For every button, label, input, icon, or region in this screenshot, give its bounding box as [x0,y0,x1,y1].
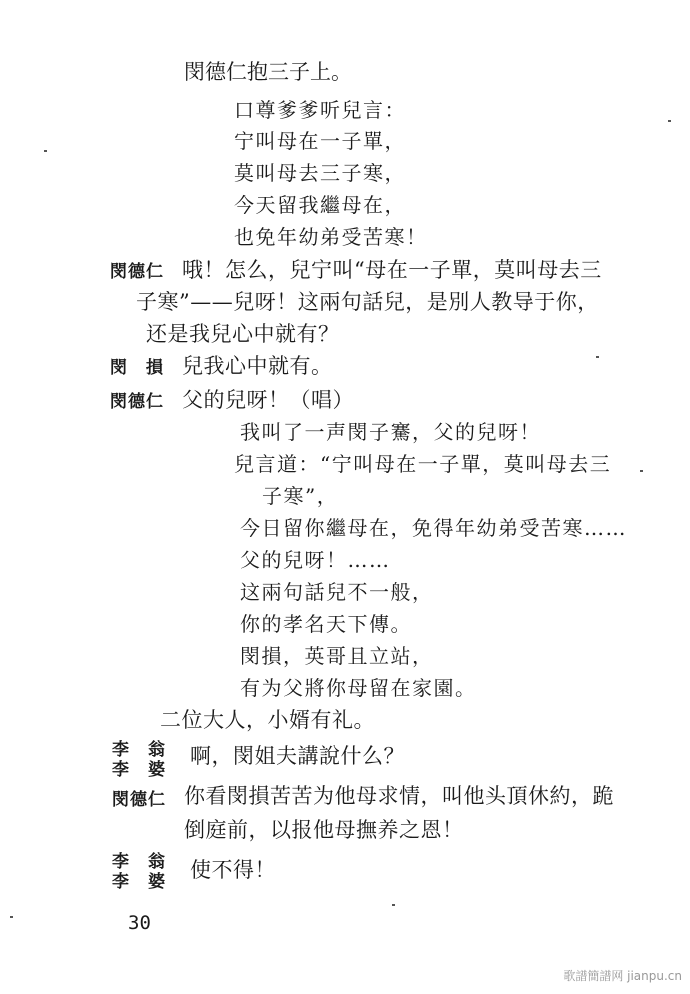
speaker-name: 李 婆 [112,872,166,892]
speaker-name: 李 翁 [112,740,166,760]
scan-speck [596,356,599,358]
dialogue-text: 哦！怎么，兒宁叫“母在一子單，莫叫母去三 [182,258,602,282]
verse-line: 口尊爹爹听兒言： [234,98,406,122]
watermark: 歌譜簡譜网 jianpu.cn [563,969,682,983]
verse-line: 莫叫母去三子寒， [234,161,406,185]
verse-line: 兒言道：“宁叫母在一子單，莫叫母去三 [234,452,612,476]
dialogue-text: 子寒”——兒呀！这兩句話兒，是別人教导于你， [136,290,599,314]
dialogue-text: 二位大人，小婿有礼。 [160,708,375,732]
verse-line: 宁叫母在一子單， [234,129,406,153]
scan-speck [10,916,13,918]
verse-line: 子寒”， [262,484,339,508]
verse-line: 也免年幼弟受苦寒！ [234,225,428,249]
verse-line: 父的兒呀！…… [240,548,391,572]
scan-speck [392,904,395,906]
speaker-name: 李 婆 [112,760,166,780]
scan-speck [44,150,47,152]
verse-line: 这兩句話兒不一般， [240,580,434,604]
page-number: 30 [128,912,151,934]
dialogue-text: 啊，閔姐夫講說什么？ [190,744,405,768]
speaker-name: 李 翁 [112,852,166,872]
dialogue-text: 你看閔損苦苦为他母求情，叫他头頂休約，跪 [184,784,614,808]
speaker-name: 閔德仁 [110,392,164,412]
stage-direction: 閔德仁抱三子上。 [184,60,352,84]
verse-line: 閔損，英哥且立站， [240,644,434,668]
dialogue-text: 使不得！ [190,858,276,882]
verse-line: 今天留我繼母在， [234,193,406,217]
scan-speck [668,120,671,122]
dialogue-text: 倒庭前，以报他母撫养之恩！ [184,818,464,842]
verse-line: 有为父將你母留在家園。 [240,676,477,700]
speaker-name: 閔 損 [110,358,164,378]
speaker-name: 閔德仁 [112,790,166,810]
verse-line: 今日留你繼母在，免得年幼弟受苦寒…… [240,516,627,540]
scan-speck [640,470,643,472]
dialogue-text: 还是我兒心中就有？ [146,322,340,346]
dialogue-text: 父的兒呀！（唱） [182,388,354,412]
dialogue-text: 兒我心中就有。 [182,354,333,378]
verse-line: 我叫了一声閔子騫，父的兒呀！ [240,420,541,444]
verse-line: 你的孝名天下傳。 [240,612,412,636]
speaker-name: 閔德仁 [110,262,164,282]
